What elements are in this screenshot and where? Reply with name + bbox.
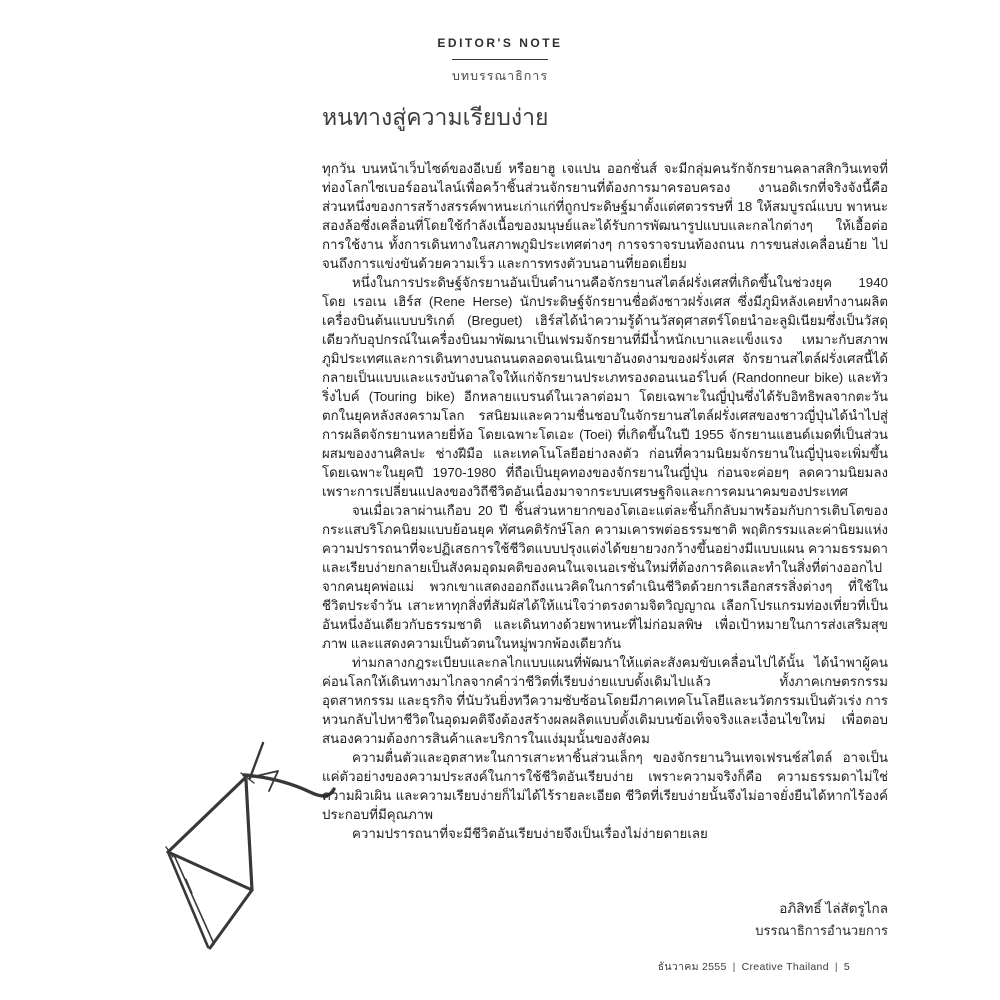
editors-note-title: EDITOR'S NOTE xyxy=(437,36,563,50)
editor-title: บรรณาธิการอำนวยการ xyxy=(755,923,888,938)
footer-separator: | xyxy=(732,961,736,973)
page-header xyxy=(0,34,1000,86)
bicycle-frame-sketch-icon xyxy=(126,733,346,968)
article-paragraph: หนึ่งในการประดิษฐ์จักรยานอันเป็นตำนานคือจักรยานสไตล์ฝรั่งเศสที่เกิดขึ้นในช่วงยุค 1940 โดย เรอเน เฮิร์ส (Rene Herse) นักประดิษฐ์จักรยานชื่อดังชาวฝรั่งเศส ซึ่งมีภูมิหลังเคยทำงานผลิตเครื่องบินต้นแบบบริเกต์ (Breguet) เฮิร์สได้นำความรู้ด้านวัสดุศาสตร์โดยนำอะลูมิเนียมซึ่งเป็นวัสดุเดียวกับอุปกรณ์ในเครื่องบินมาพัฒนาเป็นเฟรมจักรยานที่มีน้ำหนักเบาและแข็งแรง เหมาะกับสภาพภูมิประเทศและการเดินทางบนถนนตลอดจนเนินเขาอันงดงามของฝรั่งเศส จักรยานสไตล์ฝรั่งเศสนี้ได้กลายเป็นแบบและแรงบันดาลใจให้แก่จักรยานประเภทรองดอนเนอร์ไบค์ (Randonneur bike) และทัวริ่งไบค์ (Touring bike) อีกหลายแบรนด์ในเวลาต่อมา โดยเฉพาะในญี่ปุ่นซึ่งได้รับอิทธิพลจากตะวันตกในยุคหลังสงครามโลก รสนิยมและความชื่นชอบในจักรยานสไตล์ฝรั่งเศสของชาวญี่ปุ่นได้นำไปสู่การผลิตจักรยานหลายยี่ห้อ โดยเฉพาะโตเอะ (Toei) ที่เกิดขึ้นในปี 1955 จักรยานแฮนด์เมดที่เป็นส่วนผสมของงานศิลปะ ช่างฝีมือ และเทคโนโลยีอย่างลงตัว ก่อนที่ความนิยมจักรยานในญี่ปุ่นจะเพิ่มขึ้นโดยเฉพาะในยุคปี 1970-1980 ที่ถือเป็นยุคทองของจักรยานในญี่ปุ่น ก่อนจะค่อยๆ ลดความนิยมลงเพราะการเปลี่ยนแปลงของวิถีชีวิตอันเนื่องมาจากระบบเศรษฐกิจและการคมนาคมของประเทศ xyxy=(322,275,888,499)
article-paragraph: ทุกวัน บนหน้าเว็บไซต์ของอีเบย์ หรือยาฮู เจแปน ออกชั่นส์ จะมีกลุ่มคนรักจักรยานคลาสสิกวินเทจที่ท่องโลกไซเบอร์ออนไลน์เพื่อคว้าชิ้นส่วนจักรยานที่ต้องการมาครอบครอง งานอดิเรกที่จริงจังนี้คือส่วนหนึ่งของการสร้างสรรค์พาหนะเก่าแก่ที่ถูกประดิษฐ์มาตั้งแต่ศตวรรษที่ 18 ให้สมบูรณ์แบบ พาหนะสองล้อซึ่งเคลื่อนที่โดยใช้กำลังเนื้อของมนุษย์และได้รับการพัฒนารูปแบบและกลไกต่างๆ ให้เอื้อต่อการใช้งาน ทั้งการเดินทางในสภาพภูมิประเทศต่างๆ การจราจรบนท้องถนน การขนส่งเคลื่อนย้าย ไปจนถึงการแข่งขันด้วยความเร็ว และการทรงตัวบนอานที่ยอดเยี่ยม xyxy=(322,161,888,271)
footer-separator: | xyxy=(834,961,838,973)
article-paragraph: ความตื่นตัวและอุตสาหะในการเสาะหาชิ้นส่วนเล็กๆ ของจักรยานวินเทจเฟรนช์สไตล์ อาจเป็นแค่ตัวอย่างของความประสงค์ในการใช้ชีวิตอันเรียบง่าย เพราะความจริงก็คือ ความธรรมดาไม่ใช่ความผิวเผิน และความเรียบง่ายก็ไม่ได้ไร้รายละเอียด ชีวิตที่เรียบง่ายนั้นจึงไม่อาจยั่งยืนได้หากไร้องค์ประกอบที่มีคุณภาพ xyxy=(322,750,888,822)
editor-name: อภิสิทธิ์ ไล่สัตรูไกล xyxy=(779,901,888,916)
editors-note-subtitle-thai: บทบรรณาธิการ xyxy=(451,69,549,83)
signature-block xyxy=(755,898,888,942)
footer-page-number: 5 xyxy=(843,961,850,973)
article-heading: หนทางสู่ความเรียบง่าย xyxy=(322,104,549,130)
page-footer xyxy=(640,958,850,975)
article-column xyxy=(322,102,888,843)
article-paragraph: จนเมื่อเวลาผ่านเกือบ 20 ปี ชิ้นส่วนหายากของโตเอะแต่ละชิ้นก็กลับมาพร้อมกับการเติบโตของกระแสบริโภคนิยมแบบย้อนยุค ทัศนคติรักษ์โลก ความเคารพต่อธรรมชาติ พฤติกรรมและค่านิยมแห่งความปรารถนาที่จะปฏิเสธการใช้ชีวิตแบบปรุงแต่งได้ขยายวงกว้างขึ้นอย่างมีแบบแผน ความธรรมดาและเรียบง่ายกลายเป็นสังคมอุดมคติของคนในเจเนอเรชั่นใหม่ที่ต้องการคิดและทำในสิ่งที่ต่างออกไปจากคนยุคพ่อแม่ พวกเขาแสดงออกถึงแนวคิดในการดำเนินชีวิตด้วยการเลือกสรรสิ่งต่างๆ ที่ใช้ในชีวิตประจำวัน เสาะหาทุกสิ่งที่สัมผัสได้ให้แน่ใจว่าตรงตามจิตวิญญาณ เลือกโปรแกรมท่องเที่ยวที่เป็นอันหนึ่งอันเดียวกับธรรมชาติ และเดินทางด้วยพาหนะที่ไม่ก่อมลพิษ เพื่อเป้าหมายในการส่งเสริมสุขภาพ และแสดงความเป็นตัวตนในหมู่พวกพ้องเดียวกัน xyxy=(322,503,888,651)
footer-publication: Creative Thailand xyxy=(741,961,829,973)
article-paragraph: ความปรารถนาที่จะมีชีวิตอันเรียบง่ายจึงเป็นเรื่องไม่ง่ายดายเลย xyxy=(352,826,708,841)
header-rule xyxy=(452,59,548,60)
article-paragraph: ท่ามกลางกฎระเบียบและกลไกแบบแผนที่พัฒนาให้แต่ละสังคมขับเคลื่อนไปได้นั้น ได้นำพาผู้คนค่อนโลกให้เดินทางมาไกลจากคำว่าชีวิตที่เรียบง่ายแบบดั้งเดิมไปแล้ว ทั้งภาคเกษตรกรรม อุตสาหกรรม และธุรกิจ ที่นับวันยิ่งทวีความซับซ้อนโดยมีภาคเทคโนโลยีและนวัตกรรมเป็นตัวเร่ง การหวนกลับไปหาชีวิตในอุดมคติจึงต้องสร้างผลผลิตแบบดั้งเดิมบนข้อเท็จจริงและเงื่อนไขใหม่ เพื่อตอบสนองความต้องการสินค้าและบริการในแง่มุมนั้นของสังคม xyxy=(322,655,888,746)
footer-issue-date: ธันวาคม 2555 xyxy=(657,961,727,973)
article-body xyxy=(322,159,888,843)
